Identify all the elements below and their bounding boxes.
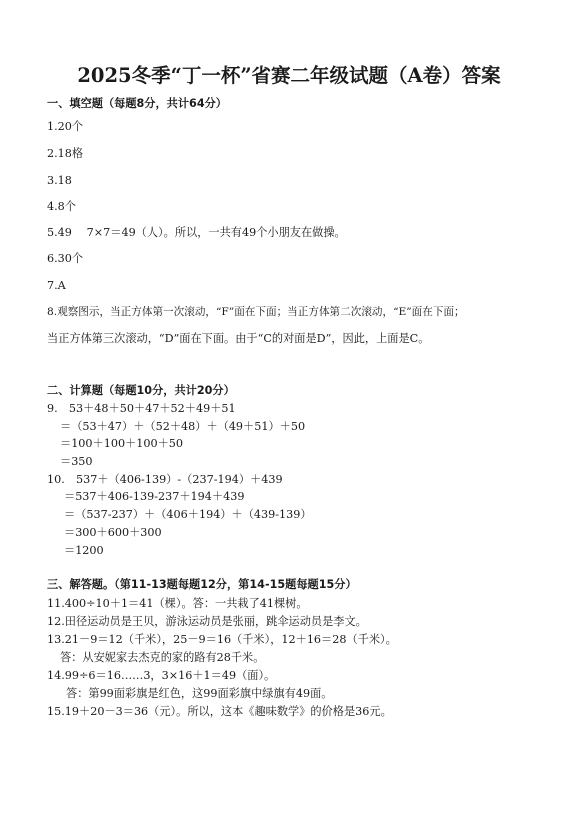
- answer-line: 3.18: [47, 174, 72, 187]
- answer-line: 当正方体第三次滚动，“D”面在下面。由于“C的对面是D”，因此，上面是C。: [47, 332, 430, 345]
- calc-line: ＝（53＋47）＋（52＋48）＋（49＋51）＋50: [60, 420, 306, 433]
- answer-line: 5.49 7×7＝49（人）。所以，一共有49个小朋友在做操。: [47, 226, 346, 239]
- calc-line: 9. 53＋48＋50＋47＋52＋49＋51: [47, 402, 236, 415]
- solution-line: 14.99÷6＝16……3，3×16＋1＝49（面）。: [47, 669, 276, 682]
- solution-line: 15.19＋20－3＝36（元）。所以，这本《趣味数学》的价格是36元。: [47, 705, 392, 718]
- answer-line: 2.18格: [47, 147, 84, 160]
- solution-line: 答：从安妮家去杰克的家的路有28千米。: [60, 651, 265, 664]
- calc-line: ＝100＋100＋100＋50: [60, 437, 184, 450]
- section-1-heading: 一、填空题（每题8分，共计64分）: [47, 97, 227, 110]
- calc-line: ＝300＋600＋300: [64, 526, 162, 539]
- section-3-heading: 三、解答题。（第11-13题每题12分，第14-15题每题15分）: [47, 578, 357, 591]
- answer-line: 8.观察图示，当正方体第一次滚动，“F”面在下面；当正方体第二次滚动，“E”面在下面；: [47, 306, 465, 318]
- solution-line: 11.400÷10＋1＝41（棵）。答：一共栽了41棵树。: [47, 597, 308, 610]
- calc-line: ＝350: [60, 455, 93, 468]
- calc-line: ＝（537-237）＋（406＋194）＋（439-139）: [64, 508, 312, 521]
- calc-line: ＝537＋406-139-237＋194＋439: [64, 490, 245, 503]
- answer-line: 4.8个: [47, 200, 76, 213]
- calc-line: 10. 537＋（406-139）-（237-194）＋439: [47, 473, 283, 486]
- section-2-heading: 二、计算题（每题10分，共计20分）: [47, 384, 235, 397]
- solution-line: 13.21－9＝12（千米），25－9＝16（千米），12＋16＝28（千米）。: [47, 633, 397, 646]
- answer-line: 1.20个: [47, 120, 84, 133]
- solution-line: 答：第99面彩旗是红色，这99面彩旗中绿旗有49面。: [66, 687, 333, 700]
- solution-line: 12.田径运动员是王贝，游泳运动员是张丽，跳伞运动员是李文。: [47, 615, 367, 628]
- calc-line: ＝1200: [64, 544, 104, 557]
- page-title: 2025冬季“丁一杯”省赛二年级试题（A卷）答案: [77, 64, 501, 87]
- answer-line: 6.30个: [47, 252, 84, 265]
- answer-line: 7.A: [47, 279, 66, 292]
